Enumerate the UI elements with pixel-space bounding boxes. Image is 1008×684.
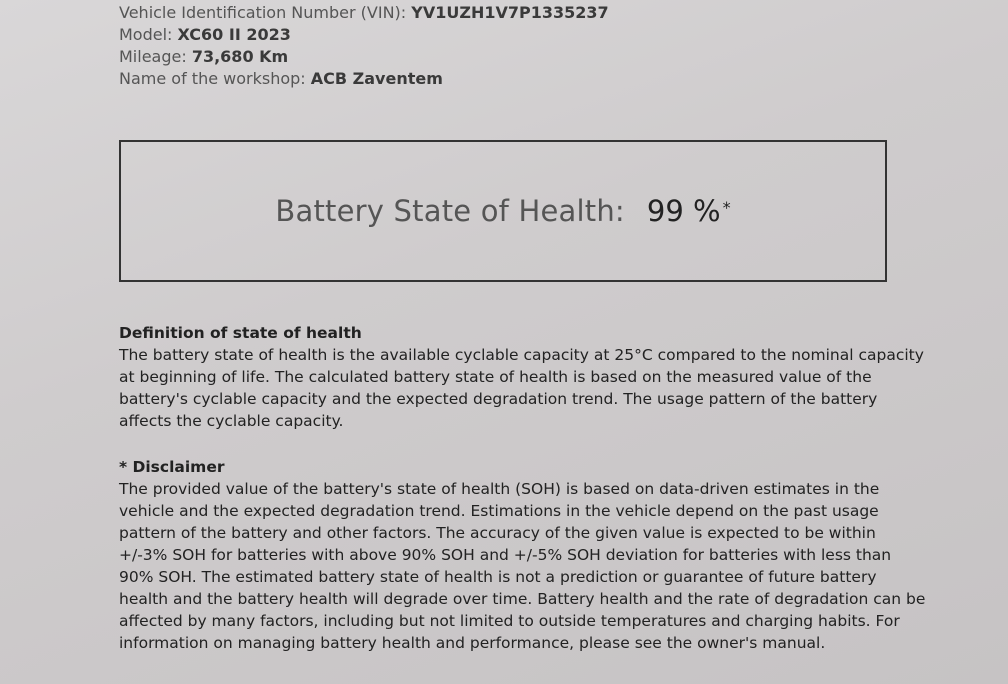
definition-heading: Definition of state of health [119,324,362,342]
workshop-label: Name of the workshop: [119,69,306,88]
workshop-value: ACB Zaventem [310,69,443,88]
definition-section [119,322,929,432]
model-label: Model: [119,25,173,44]
disclaimer-heading: * Disclaimer [119,458,225,476]
vin-value: YV1UZH1V7P1335237 [411,3,609,22]
vin-label: Vehicle Identification Number (VIN): [119,3,407,22]
disclaimer-section [119,456,929,654]
model-value: XC60 II 2023 [177,25,291,44]
vin-row [119,2,609,24]
soh-footnote-mark: * [722,197,731,217]
mileage-label: Mileage: [119,47,187,66]
vehicle-info [119,2,609,90]
mileage-row [119,46,609,68]
disclaimer-text: The provided value of the battery's state of health (SOH) is based on data-driven estimates in the vehicle and the expected degradation trend. Estimations in the vehicle depend on the past usage pattern of the battery and other factors. The accuracy of the given value is expected to be within +/-3% SOH for batteries with above 90% SOH and +/-5% SOH deviation for batteries with less than 90% SOH. The estimated battery state of health is not a prediction or guarantee of future battery health and the battery health will degrade over time. Battery health and the rate of degradation can be affected by many factors, including but not limited to outside temperatures and charging habits. For information on managing battery health and performance, please see the owner's manual. [119,480,926,652]
soh-value: 99 % [646,194,721,228]
workshop-row [119,68,609,90]
definition-text: The battery state of health is the available cyclable capacity at 25°C compared to the nominal capacity at beginning of life. The calculated battery state of health is based on the measured value of the battery's cyclable capacity and the expected degradation trend. The usage pattern of the battery affects the cyclable capacity. [119,346,924,430]
model-row [119,24,609,46]
soh-label: Battery State of Health: [275,194,625,228]
mileage-value: 73,680 Km [191,47,289,66]
soh-box [119,140,887,282]
